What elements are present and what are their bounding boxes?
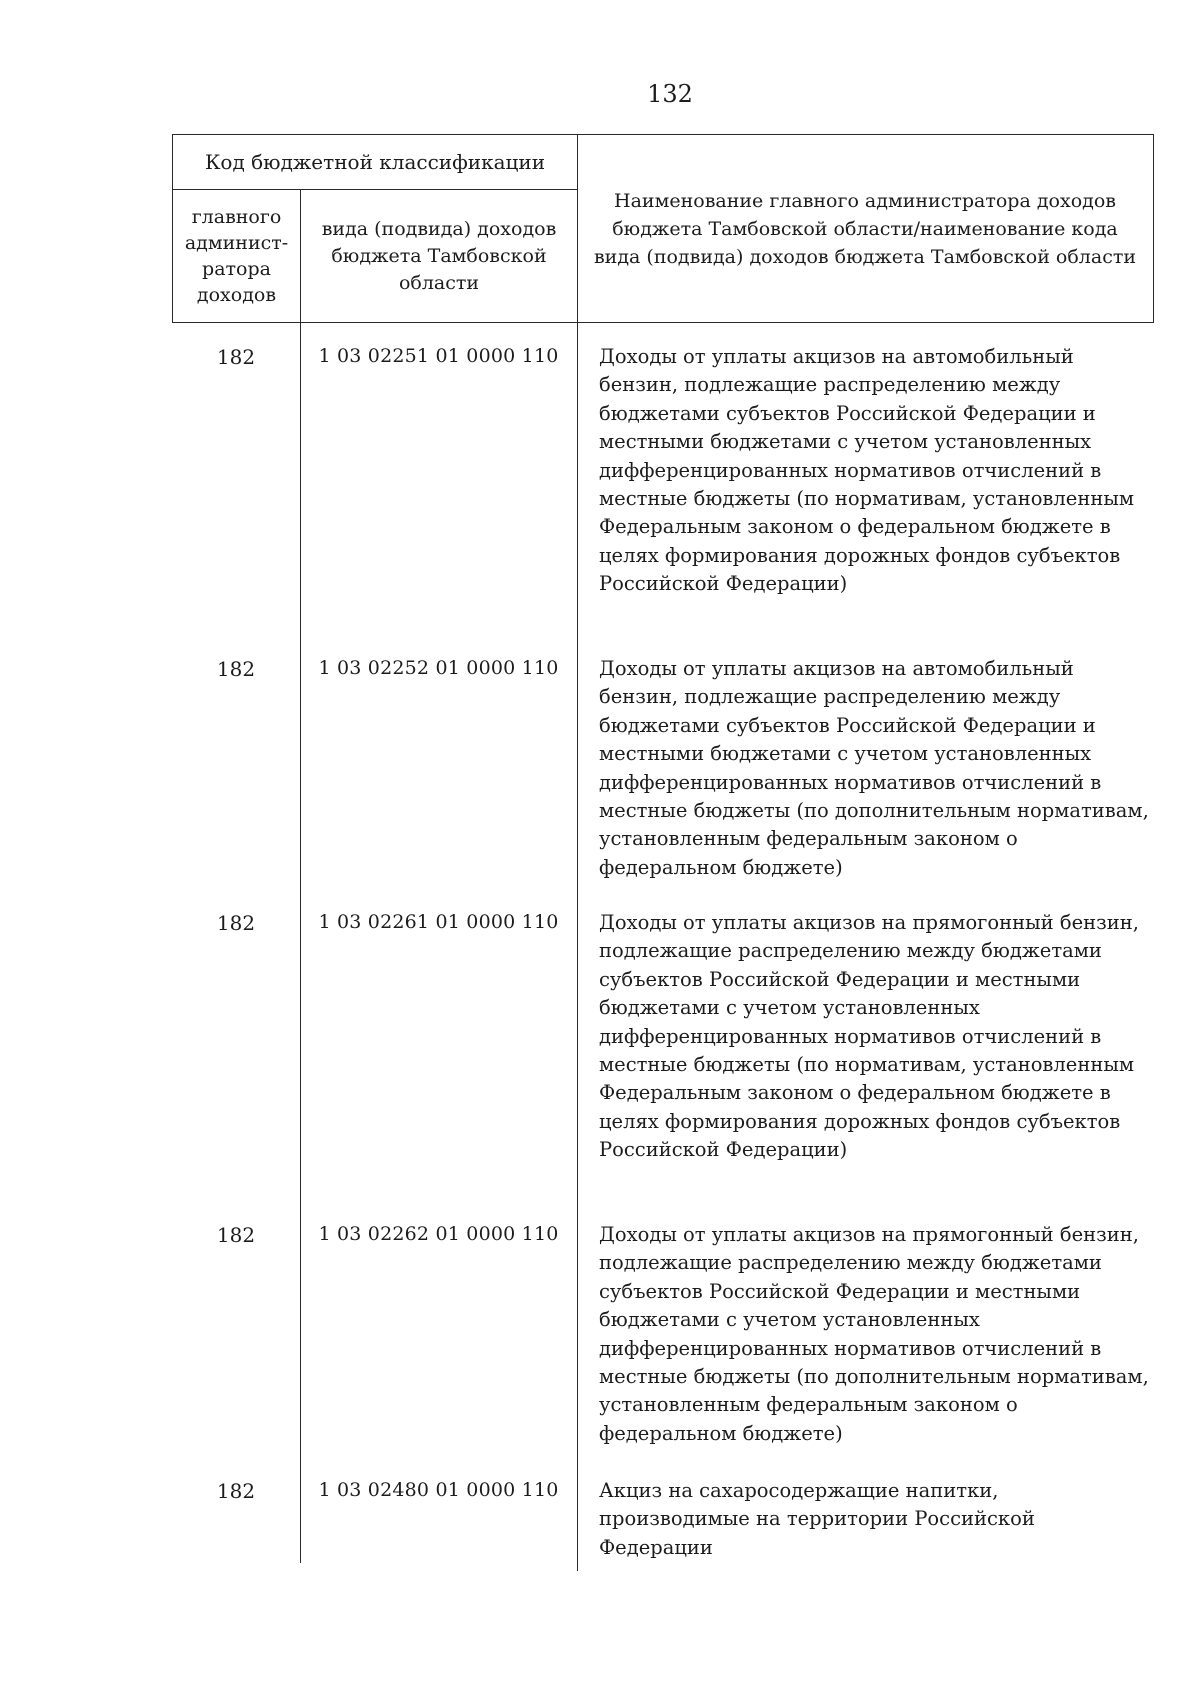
income-code-cell: 1 03 02262 01 0000 110	[318, 1223, 559, 1245]
income-name-cell: Доходы от уплаты акцизов на прямогонный бензин, подлежащие распределению между бюджетами субъектов Российской Федерации и местными бюджетами с учетом установленных дифференцированных нормативов отчислений в местные бюджеты (по нормативам, установленным Федеральным законом о федеральном бюджете в целях формирования дорожных фондов субъектов Российской Федерации)	[599, 911, 1139, 1162]
header-admin-column: главного админист-ратора доходов	[173, 190, 301, 322]
admin-code-cell: 182	[216, 911, 256, 935]
table-row	[172, 635, 1154, 889]
admin-code-cell: 182	[216, 1223, 256, 1247]
admin-code-cell: 182	[216, 1479, 256, 1503]
table-row	[172, 889, 1154, 1201]
table-row	[172, 1201, 1154, 1457]
header-name-column: Наименование главного администратора доходов бюджета Тамбовской области/наименование кода вида (подвида) доходов бюджета Тамбовской области	[593, 189, 1137, 268]
income-code-cell: 1 03 02480 01 0000 110	[318, 1479, 559, 1501]
page-number: 132	[647, 80, 693, 108]
income-name-cell: Доходы от уплаты акцизов на прямогонный бензин, подлежащие распределению между бюджетами субъектов Российской Федерации и местными бюджетами с учетом установленных дифференцированных нормативов отчислений в местные бюджеты (по дополнительным нормативам, установленным федеральным законом о федеральном бюджете)	[599, 1223, 1149, 1445]
table-body	[172, 323, 1154, 1567]
header-kind-column: вида (подвида) доходов бюджета Тамбовской области	[301, 190, 578, 322]
table-row	[172, 1457, 1154, 1567]
admin-code-cell: 182	[216, 657, 256, 681]
table-row	[172, 323, 1154, 635]
income-name-cell: Акциз на сахаросодержащие напитки, производимые на территории Российской Федерации	[599, 1479, 1035, 1559]
income-code-cell: 1 03 02252 01 0000 110	[318, 657, 559, 679]
income-code-cell: 1 03 02251 01 0000 110	[318, 345, 559, 367]
income-code-cell: 1 03 02261 01 0000 110	[318, 911, 559, 933]
income-name-cell: Доходы от уплаты акцизов на автомобильный бензин, подлежащие распределению между бюджетами субъектов Российской Федерации и местными бюджетами с учетом установленных дифференцированных нормативов отчислений в местные бюджеты (по дополнительным нормативам, установленным федеральным законом о федеральном бюджете)	[599, 657, 1149, 879]
income-name-cell: Доходы от уплаты акцизов на автомобильный бензин, подлежащие распределению между бюджетами субъектов Российской Федерации и местными бюджетами с учетом установленных дифференцированных нормативов отчислений в местные бюджеты (по нормативам, установленным Федеральным законом о федеральном бюджете в целях формирования дорожных фондов субъектов Российской Федерации)	[599, 345, 1135, 596]
header-code-group: Код бюджетной классификации	[173, 135, 578, 190]
admin-code-cell: 182	[216, 345, 256, 369]
table-header	[172, 134, 1154, 323]
